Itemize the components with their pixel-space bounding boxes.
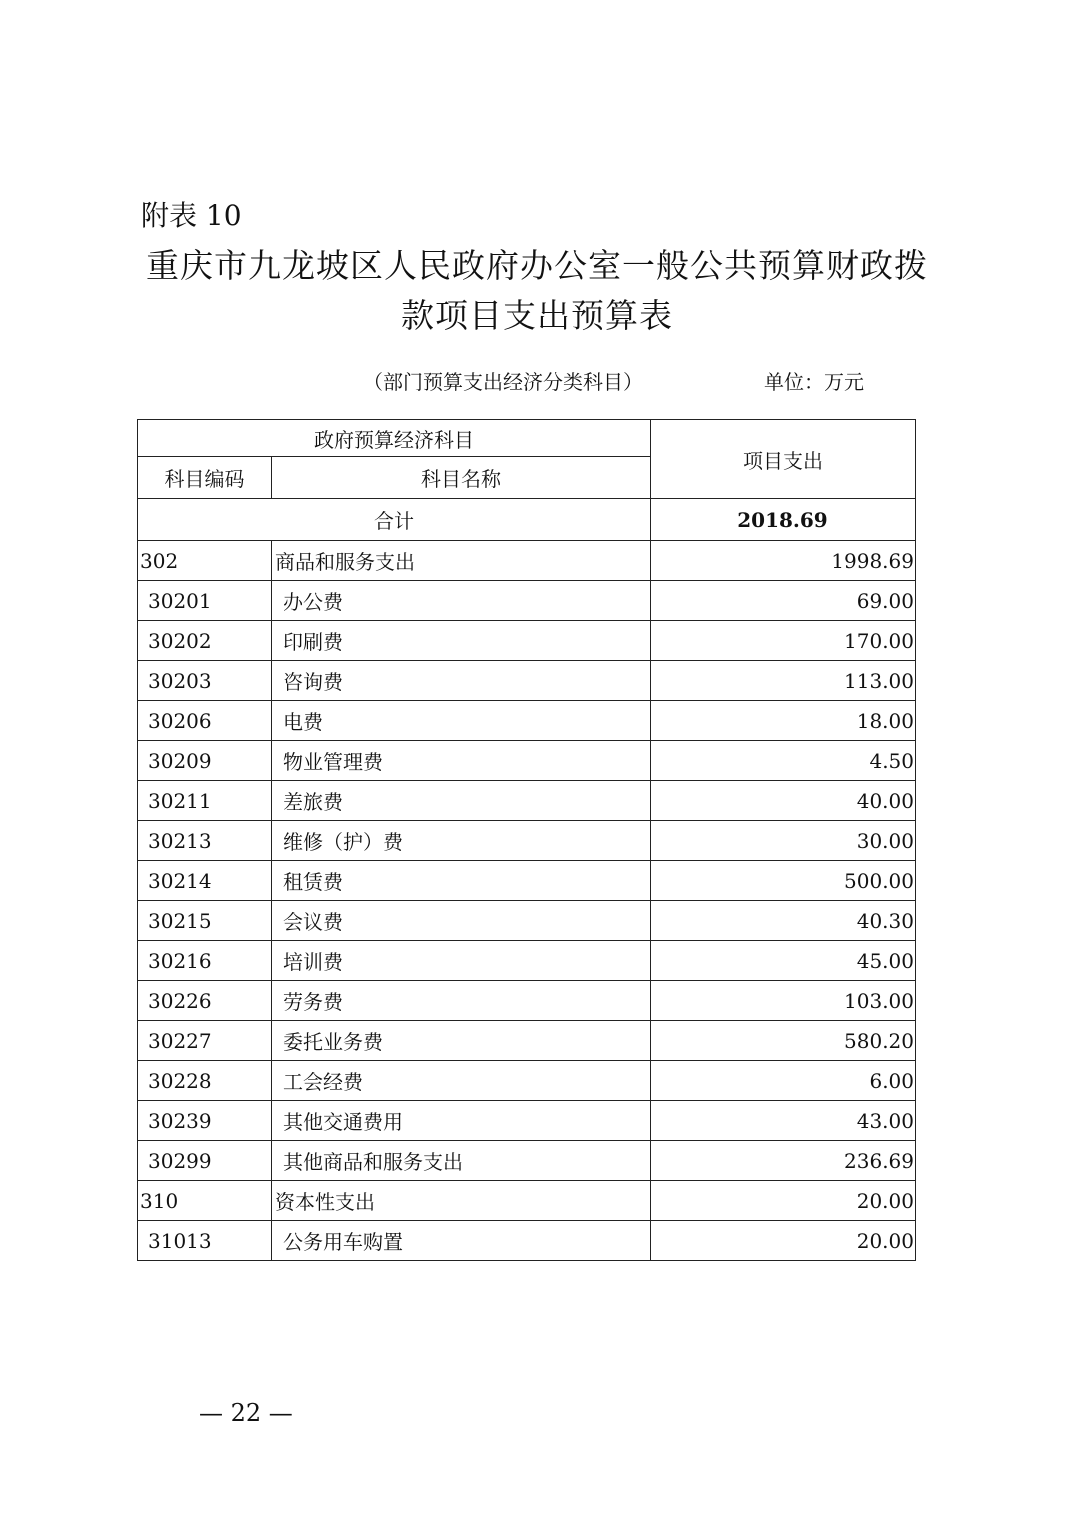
table-row — [138, 821, 916, 861]
table-row — [138, 1181, 916, 1221]
row-name: 办公费 — [272, 581, 651, 621]
header-name: 科目名称 — [272, 457, 651, 499]
row-code: 30227 — [138, 1021, 272, 1061]
row-code: 30201 — [138, 581, 272, 621]
table-row — [138, 781, 916, 821]
table-row — [138, 1061, 916, 1101]
row-code: 30213 — [138, 821, 272, 861]
row-amount: 6.00 — [651, 1061, 916, 1101]
unit-label: 单位：万元 — [764, 370, 864, 394]
row-code: 30239 — [138, 1101, 272, 1141]
row-code: 30228 — [138, 1061, 272, 1101]
annex-label: 附表 10 — [141, 199, 242, 232]
row-name: 资本性支出 — [272, 1181, 651, 1221]
table-row — [138, 901, 916, 941]
row-code: 30226 — [138, 981, 272, 1021]
table-row — [138, 1021, 916, 1061]
row-amount: 40.00 — [651, 781, 916, 821]
row-name: 劳务费 — [272, 981, 651, 1021]
row-name: 其他商品和服务支出 — [272, 1141, 651, 1181]
page-title-line-2: 款项目支出预算表 — [401, 296, 673, 335]
row-amount: 20.00 — [651, 1181, 916, 1221]
row-code: 302 — [138, 541, 272, 581]
table-row — [138, 941, 916, 981]
row-code: 30215 — [138, 901, 272, 941]
row-name: 工会经费 — [272, 1061, 651, 1101]
row-name: 公务用车购置 — [272, 1221, 651, 1261]
row-amount: 18.00 — [651, 701, 916, 741]
row-amount: 45.00 — [651, 941, 916, 981]
header-amount: 项目支出 — [651, 420, 916, 499]
row-name: 印刷费 — [272, 621, 651, 661]
row-code: 30211 — [138, 781, 272, 821]
row-name: 维修（护）费 — [272, 821, 651, 861]
row-amount: 69.00 — [651, 581, 916, 621]
row-name: 其他交通费用 — [272, 1101, 651, 1141]
row-name: 租赁费 — [272, 861, 651, 901]
total-row — [138, 499, 916, 541]
row-name: 商品和服务支出 — [272, 541, 651, 581]
row-amount: 20.00 — [651, 1221, 916, 1261]
table-row — [138, 541, 916, 581]
table-header-row — [138, 420, 916, 457]
row-code: 30216 — [138, 941, 272, 981]
table-row — [138, 1141, 916, 1181]
row-name: 会议费 — [272, 901, 651, 941]
row-amount: 1998.69 — [651, 541, 916, 581]
total-value: 2018.69 — [651, 499, 916, 541]
table-row — [138, 1101, 916, 1141]
row-code: 30202 — [138, 621, 272, 661]
page-number: — 22 — — [199, 1399, 293, 1427]
row-code: 31013 — [138, 1221, 272, 1261]
row-code: 30203 — [138, 661, 272, 701]
group-header: 政府预算经济科目 — [138, 420, 651, 457]
page-title-line-1: 重庆市九龙坡区人民政府办公室一般公共预算财政拨 — [146, 246, 928, 285]
table-row — [138, 581, 916, 621]
row-amount: 170.00 — [651, 621, 916, 661]
row-name: 差旅费 — [272, 781, 651, 821]
row-code: 30214 — [138, 861, 272, 901]
row-amount: 103.00 — [651, 981, 916, 1021]
total-label: 合计 — [138, 499, 651, 541]
row-amount: 43.00 — [651, 1101, 916, 1141]
row-amount: 4.50 — [651, 741, 916, 781]
table-row — [138, 621, 916, 661]
budget-table — [137, 419, 916, 1261]
row-code: 310 — [138, 1181, 272, 1221]
row-name: 电费 — [272, 701, 651, 741]
row-amount: 40.30 — [651, 901, 916, 941]
row-code: 30206 — [138, 701, 272, 741]
row-code: 30209 — [138, 741, 272, 781]
header-code: 科目编码 — [138, 457, 272, 499]
table-row — [138, 701, 916, 741]
table-row — [138, 661, 916, 701]
row-name: 物业管理费 — [272, 741, 651, 781]
row-amount: 113.00 — [651, 661, 916, 701]
table-row — [138, 861, 916, 901]
subtitle: （部门预算支出经济分类科目） — [363, 370, 643, 394]
row-amount: 30.00 — [651, 821, 916, 861]
table-row — [138, 1221, 916, 1261]
row-amount: 500.00 — [651, 861, 916, 901]
table-row — [138, 741, 916, 781]
row-amount: 236.69 — [651, 1141, 916, 1181]
row-name: 委托业务费 — [272, 1021, 651, 1061]
table-body — [138, 541, 916, 1261]
row-code: 30299 — [138, 1141, 272, 1181]
row-name: 咨询费 — [272, 661, 651, 701]
row-amount: 580.20 — [651, 1021, 916, 1061]
row-name: 培训费 — [272, 941, 651, 981]
table-row — [138, 981, 916, 1021]
